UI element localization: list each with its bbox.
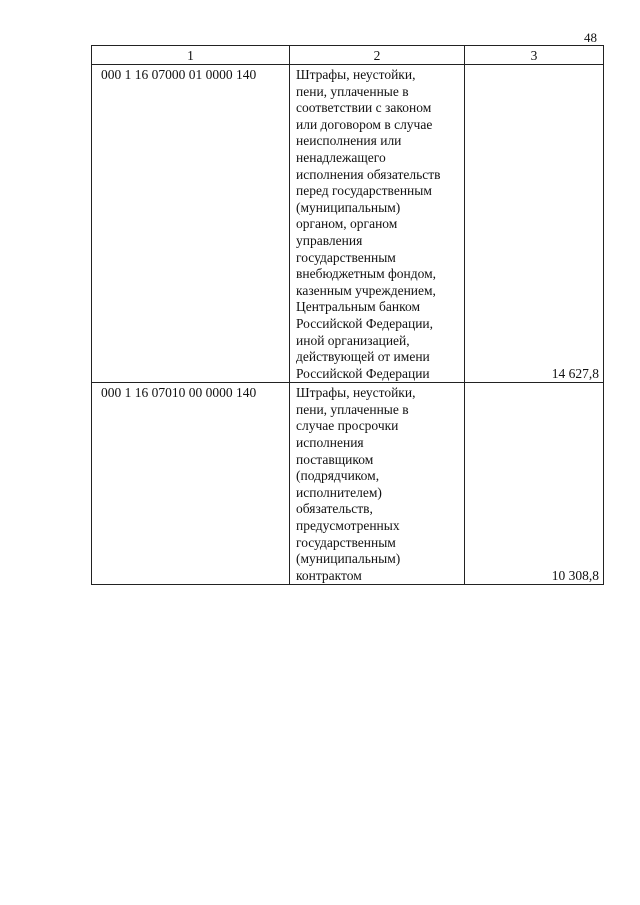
- budget-code-cell: 000 1 16 07010 00 0000 140: [92, 383, 290, 585]
- budget-table: [91, 45, 604, 585]
- table-row: [92, 65, 604, 383]
- amount-cell: 14 627,8: [465, 65, 604, 383]
- column-header-3: 3: [465, 46, 604, 65]
- description-cell: Штрафы, неустойки, пени, уплаченные в соответствии с законом или договором в случае неисполнения или ненадлежащего исполнения обязательств перед государственным (муниципальным) органом, органом управления государственным внебюджетным фондом, казенным учреждением, Центральным банком Российской Федерации, иной организацией, действующей от имени Российской Федерации: [290, 65, 465, 383]
- table-header-row: [92, 46, 604, 65]
- column-header-1: 1: [92, 46, 290, 65]
- page-number: 48: [584, 30, 597, 45]
- amount-cell: 10 308,8: [465, 383, 604, 585]
- column-header-2: 2: [290, 46, 465, 65]
- budget-code-cell: 000 1 16 07000 01 0000 140: [92, 65, 290, 383]
- table-row: [92, 383, 604, 585]
- description-cell: Штрафы, неустойки, пени, уплаченные в случае просрочки исполнения поставщиком (подрядчиком, исполнителем) обязательств, предусмотренных государственным (муниципальным) контрактом: [290, 383, 465, 585]
